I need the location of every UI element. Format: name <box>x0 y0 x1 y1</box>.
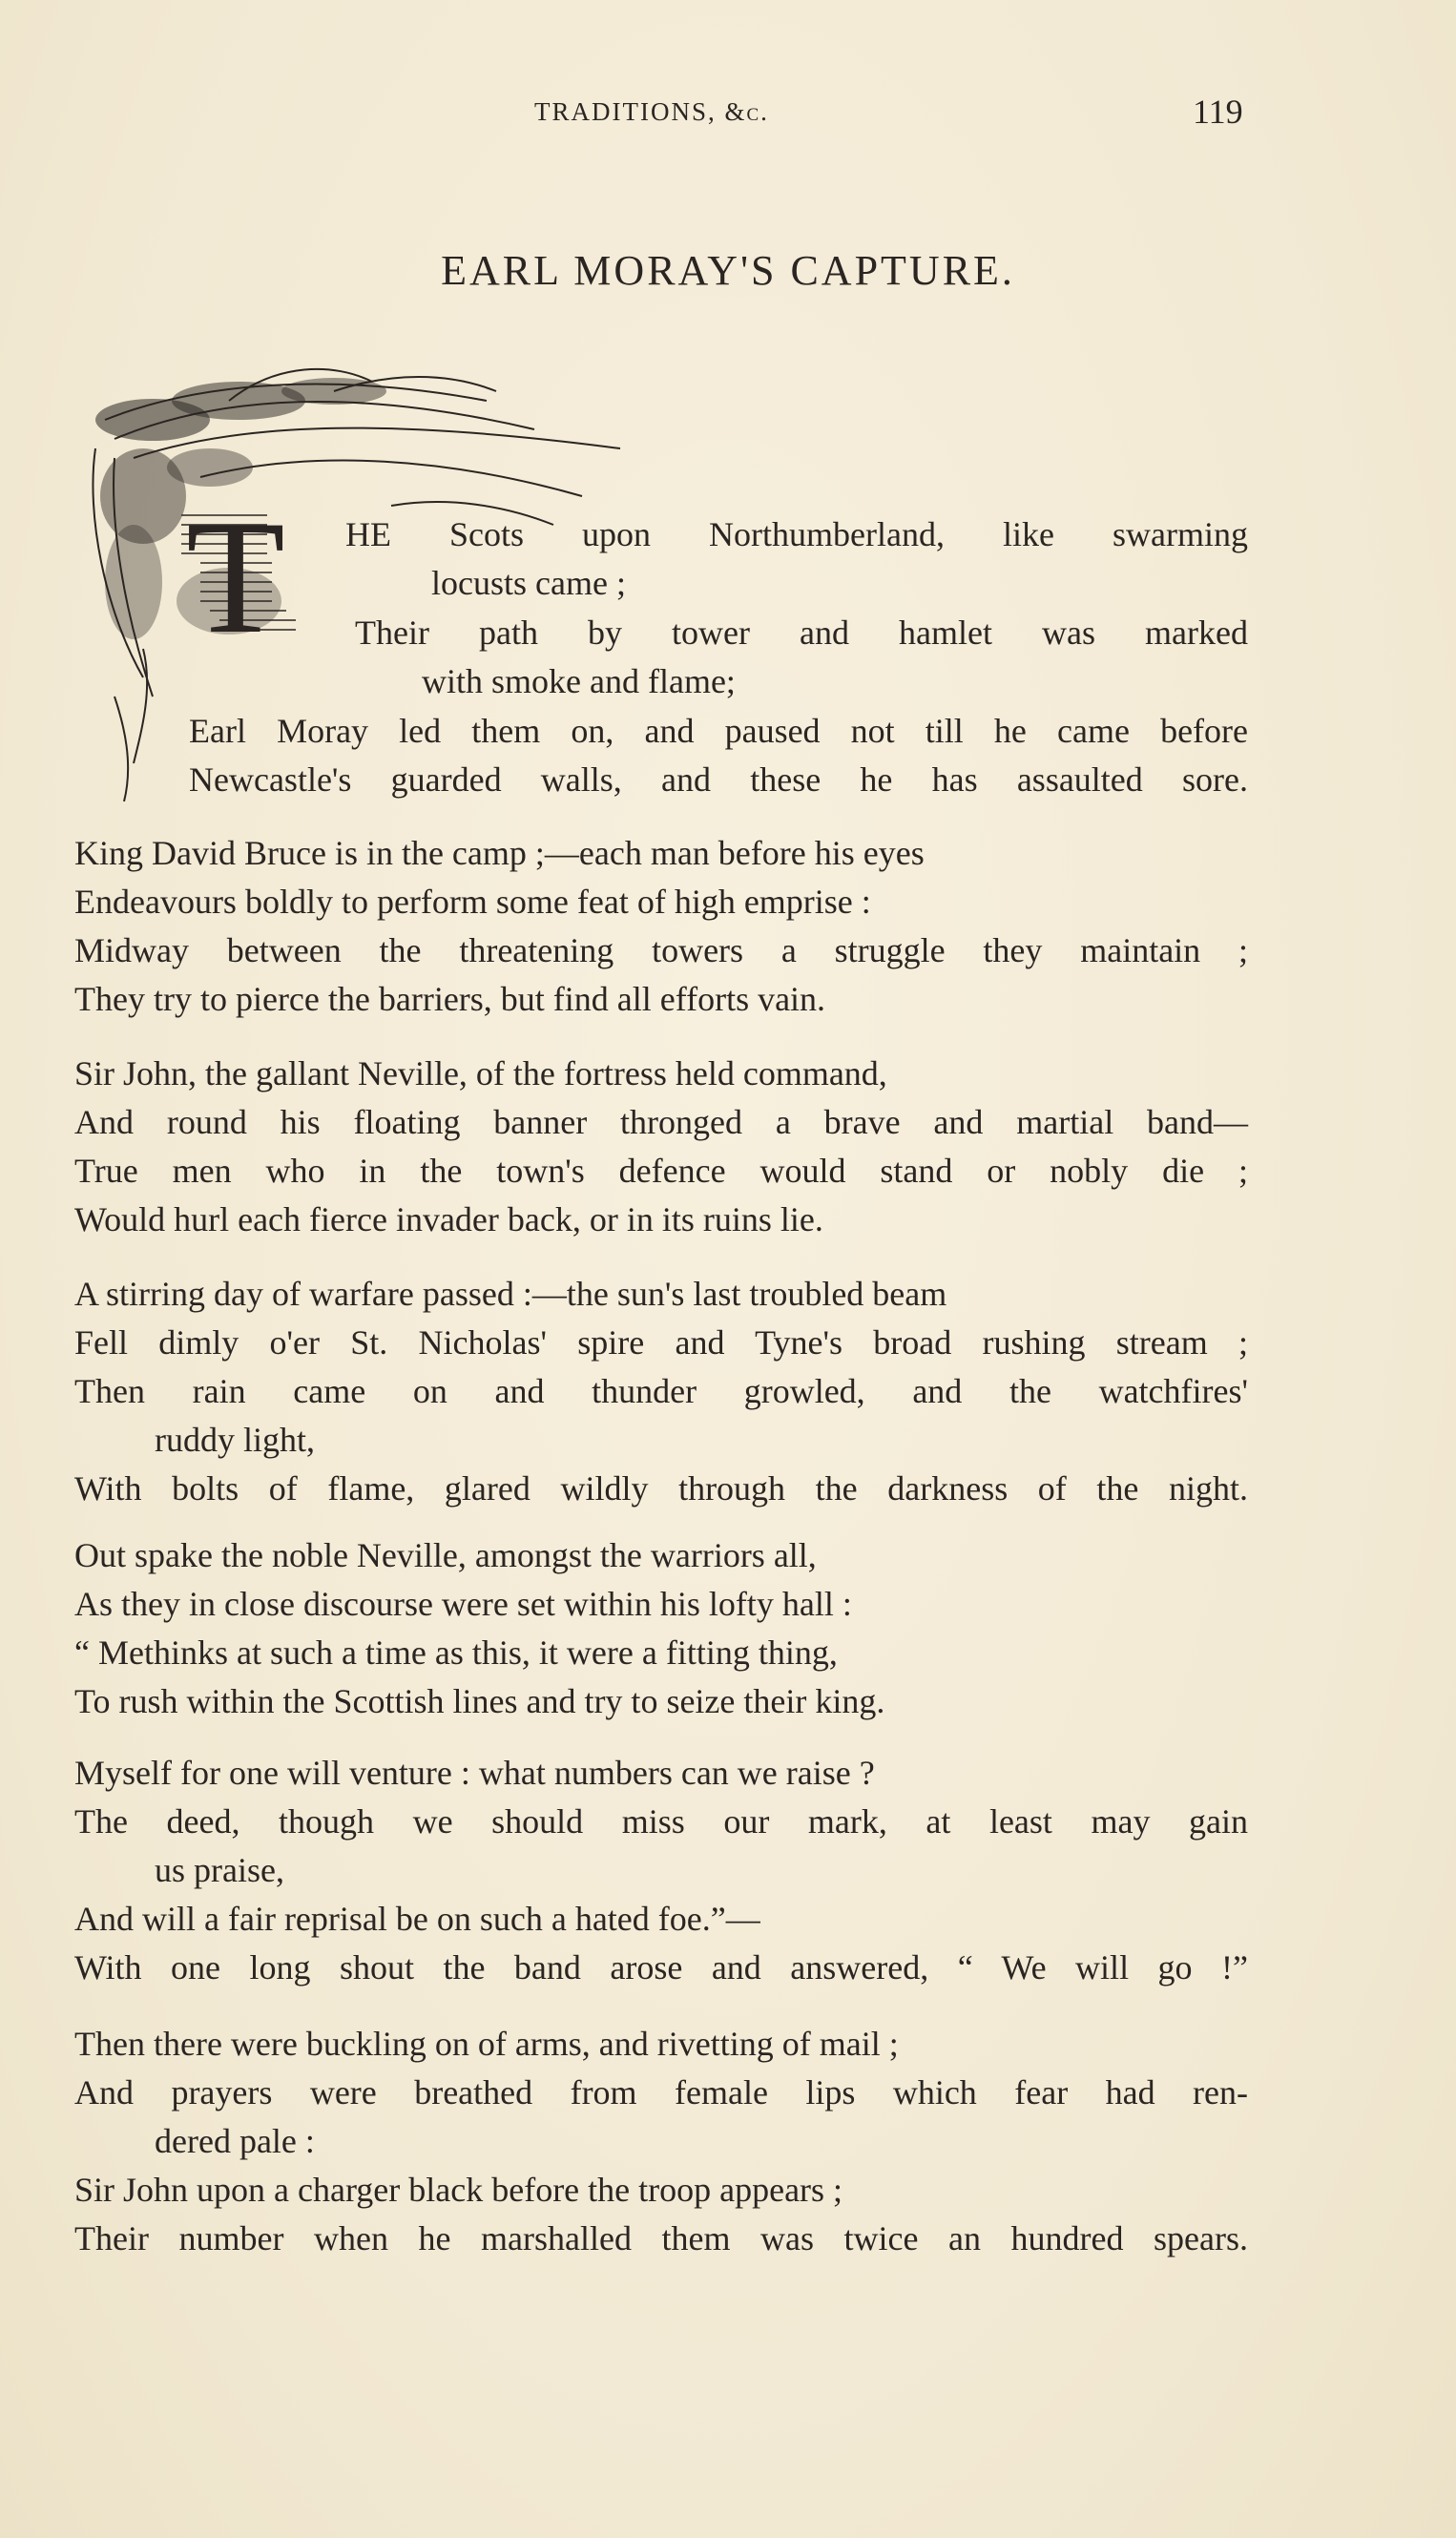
verse-line: Out spake the noble Neville, amongst the warriors all, <box>74 1536 817 1574</box>
verse-line: HE Scots upon Northumberland, like swarming <box>345 515 1248 553</box>
verse-line: And prayers were breathed from female lips which fear had ren- <box>74 2073 1248 2112</box>
verse-line: The deed, though we should miss our mark, at least may gain <box>74 1802 1248 1841</box>
verse-line: And will a fair reprisal be on such a hated foe.”— <box>74 1900 760 1938</box>
verse-line: us praise, <box>155 1851 284 1889</box>
verse-line: Endeavours boldly to perform some feat of high emprise : <box>74 883 871 921</box>
poem-title: EARL MORAY'S CAPTURE. <box>441 247 1015 294</box>
verse-line: Earl Moray led them on, and paused not till he came before <box>189 712 1248 750</box>
verse-line: Would hurl each fierce invader back, or in its ruins lie. <box>74 1200 823 1238</box>
verse-line: “ Methinks at such a time as this, it were a fitting thing, <box>74 1633 838 1672</box>
verse-line: with smoke and flame; <box>422 662 736 700</box>
verse-line: Fell dimly o'er St. Nicholas' spire and Tyne's broad rushing stream ; <box>74 1323 1248 1362</box>
verse-line: With bolts of flame, glared wildly through the darkness of the night. <box>74 1469 1248 1508</box>
verse-line: A stirring day of warfare passed :—the sun's last troubled beam <box>74 1275 947 1313</box>
verse-line: Then there were buckling on of arms, and rivetting of mail ; <box>74 2025 899 2063</box>
verse-line: Sir John, the gallant Neville, of the fortress held command, <box>74 1054 887 1092</box>
page-number: 119 <box>1193 93 1243 131</box>
running-head <box>0 92 1456 139</box>
verse-line: dered pale : <box>155 2122 315 2160</box>
verse-line: True men who in the town's defence would stand or nobly die ; <box>74 1152 1248 1190</box>
verse-line: Sir John upon a charger black before the troop appears ; <box>74 2171 843 2209</box>
verse-line: Myself for one will venture : what numbers can we raise ? <box>74 1754 875 1792</box>
drop-initial: T <box>186 488 285 667</box>
verse-line: ruddy light, <box>155 1421 315 1459</box>
verse-line: With one long shout the band arose and answered, “ We will go !” <box>74 1948 1248 1987</box>
running-title: TRADITIONS, &c. <box>534 97 769 126</box>
verse-line: They try to pierce the barriers, but find all efforts vain. <box>74 980 826 1018</box>
verse-line: Their path by tower and hamlet was marked <box>355 614 1248 652</box>
verse-line: Midway between the threatening towers a struggle they maintain ; <box>74 931 1248 969</box>
verse-line: King David Bruce is in the camp ;—each man before his eyes <box>74 834 925 872</box>
verse-line: Newcastle's guarded walls, and these he has assaulted sore. <box>189 760 1248 799</box>
verse-line: Their number when he marshalled them was twice an hundred spears. <box>74 2219 1248 2257</box>
verse-line: And round his floating banner thronged a brave and martial band— <box>74 1103 1248 1141</box>
verse-line: To rush within the Scottish lines and try to seize their king. <box>74 1682 885 1720</box>
verse-line: As they in close discourse were set within his lofty hall : <box>74 1585 852 1623</box>
verse-line: locusts came ; <box>431 564 626 602</box>
verse-line: Then rain came on and thunder growled, and the watchfires' <box>74 1372 1248 1410</box>
